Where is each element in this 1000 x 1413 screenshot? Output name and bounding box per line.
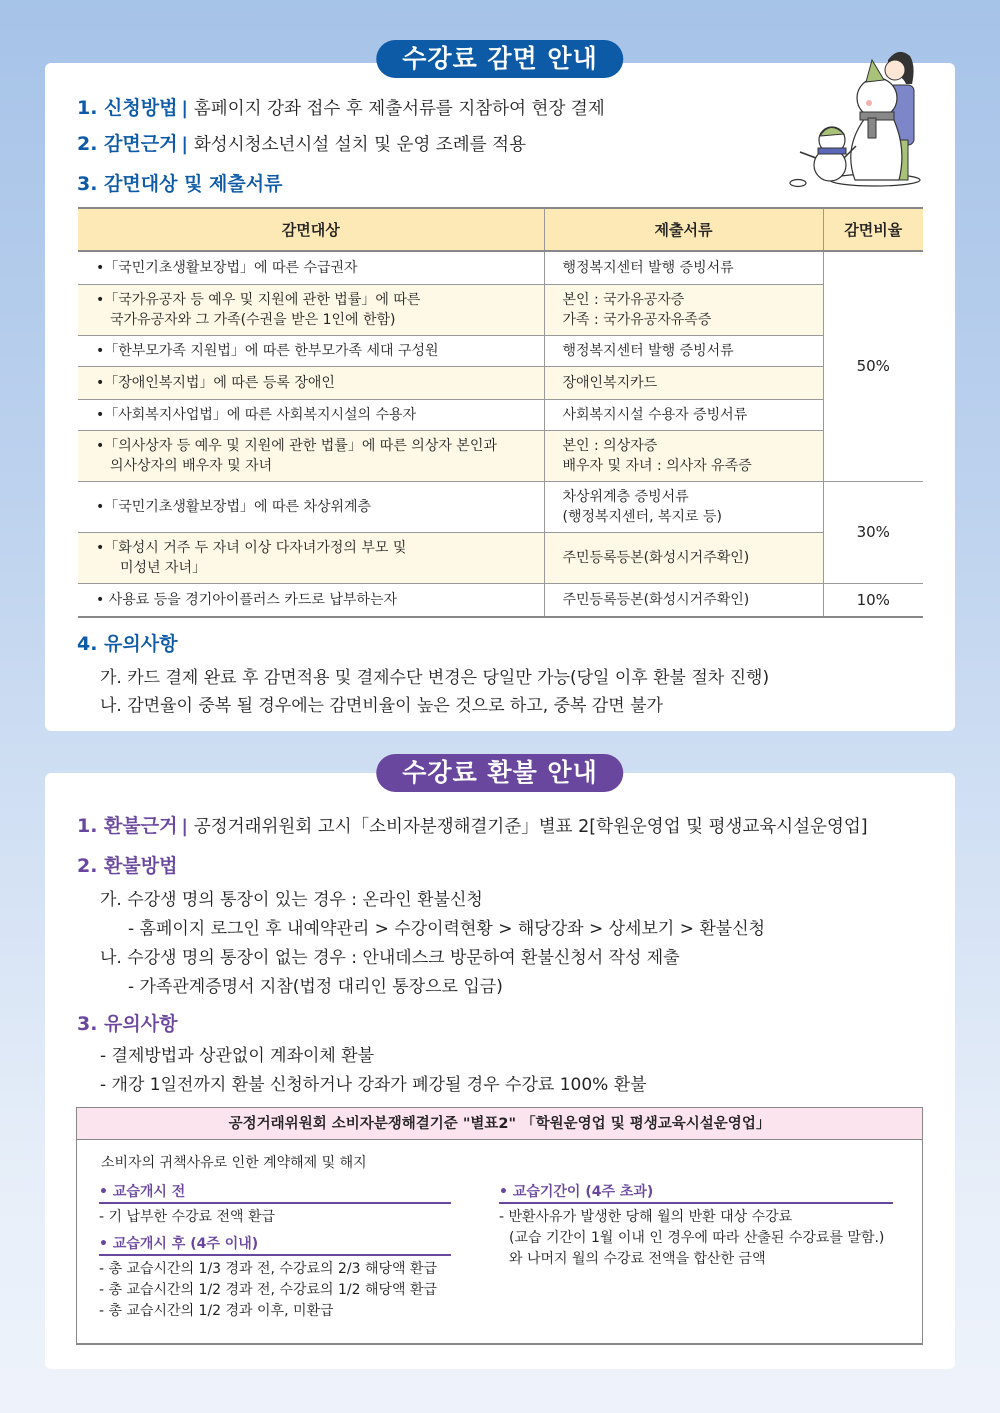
document-cell: 본인 : 국가유공자증 — [562, 291, 685, 308]
document-cell: 배우자 및 자녀 : 의사자 유족증 — [562, 457, 752, 474]
target-cell: •「한부모가족 지원법」에 따른 한부모가족 세대 구성원 — [96, 342, 439, 359]
reduction-basis-line — [77, 132, 526, 157]
reduction-note-item: 가. 카드 결제 완료 후 감면적용 및 결제수단 변경은 당일만 가능(당일 이후 환불 절차 진행) — [100, 668, 770, 688]
refund-method-item: 가. 수강생 명의 통장이 있는 경우 : 온라인 환불신청 — [100, 890, 483, 910]
target-cell: •「국가유공자 등 예우 및 지원에 관한 법률」에 따른 — [96, 291, 421, 308]
table-row — [78, 251, 923, 284]
refund-notes — [100, 1042, 647, 1100]
document-cell: 본인 : 의상자증 — [562, 437, 658, 454]
refund-note-item: - 결제방법과 상관없이 계좌이체 환불 — [100, 1046, 375, 1066]
before-start-title: • 교습개시 전 — [99, 1182, 451, 1204]
header-rate: 감면비율 — [823, 208, 923, 251]
table-row — [78, 399, 923, 430]
target-cell: •「국민기초생활보장법」에 따른 차상위계층 — [96, 498, 372, 515]
header-documents: 제출서류 — [544, 208, 823, 251]
over-4weeks-title: • 교습기간이 (4주 초과) — [499, 1182, 893, 1204]
header-target: 감면대상 — [78, 208, 544, 251]
refund-method-subitem: - 홈페이지 로그인 후 내예약관리 > 수강이력현황 > 해당강좌 > 상세보기 > 환불신청 — [128, 919, 766, 939]
refund-method-heading: 2. 환불방법 — [77, 855, 178, 877]
apply-method-text: 홈페이지 강좌 접수 후 제출서류를 지참하여 현장 결제 — [193, 99, 605, 119]
refund-box-subtitle: 소비자의 귀책사유로 인한 계약해제 및 해지 — [101, 1155, 367, 1171]
target-cell-cont: 미성년 자녀」 — [120, 559, 207, 576]
reduction-basis-text: 화성시청소년시설 설치 및 운영 조례를 적용 — [193, 135, 526, 155]
target-cell: •「사회복지사업법」에 따른 사회복지시설의 수용자 — [96, 406, 417, 423]
target-cell: •「장애인복지법」에 따른 등록 장애인 — [96, 374, 335, 391]
table-row — [78, 284, 923, 335]
document-cell: 주민등록등본(화성시거주확인) — [562, 591, 750, 608]
refund-box-header: 공정거래위원회 소비자분쟁해결기준 "별표2" 「학원운영업 및 평생교육시설운영업」 — [77, 1108, 922, 1140]
target-cell-cont: 국가유공자와 그 가족(수권을 받은 1인에 한함) — [110, 311, 396, 328]
reduction-title-badge: 수강료 감면 안내 — [376, 40, 623, 78]
over-4weeks-line: - 반환사유가 발생한 당해 월의 반환 대상 수강료 — [499, 1209, 793, 1225]
document-cell: 차상위계층 증빙서류 — [562, 488, 689, 505]
refund-method-subitem: - 가족관계증명서 지참(법정 대리인 통장으로 입금) — [128, 977, 503, 997]
after-start-title: • 교습개시 후 (4주 이내) — [99, 1234, 451, 1256]
divider: | — [181, 135, 188, 155]
document-cell: 가족 : 국가유공자유족증 — [562, 311, 712, 328]
document-cell: 장애인복지카드 — [562, 374, 658, 391]
document-cell: 행정복지센터 발행 증빙서류 — [562, 259, 734, 276]
document-cell: (행정복지센터, 복지로 등) — [562, 508, 723, 525]
snowman-illustration — [780, 40, 930, 190]
table-row — [78, 430, 923, 481]
reduction-targets-heading: 3. 감면대상 및 제출서류 — [77, 173, 283, 195]
table-row — [78, 481, 923, 532]
over-4weeks-line: 와 나머지 월의 수강료 전액을 합산한 금액 — [509, 1251, 766, 1267]
after-start-line: - 총 교습시간의 1/2 경과 전, 수강료의 1/2 해당액 환급 — [99, 1282, 438, 1298]
divider: | — [181, 817, 188, 837]
target-cell: •「화성시 거주 두 자녀 이상 다자녀가정의 부모 및 — [96, 539, 407, 556]
target-cell: •「의사상자 등 예우 및 지원에 관한 법률」에 따른 의상자 본인과 — [96, 437, 497, 454]
before-start-line: - 기 납부한 수강료 전액 환급 — [99, 1209, 276, 1225]
apply-method-label: 1. 신청방법 — [77, 97, 178, 119]
table-row — [78, 335, 923, 366]
rate-cell-30: 30% — [823, 481, 923, 583]
target-cell: •「국민기초생활보장법」에 따른 수급권자 — [96, 259, 358, 276]
table-row — [78, 366, 923, 399]
document-cell: 사회복지시설 수용자 증빙서류 — [562, 406, 748, 423]
document-cell: 행정복지센터 발행 증빙서류 — [562, 342, 734, 359]
after-start-line: - 총 교습시간의 1/2 경과 이후, 미환급 — [99, 1303, 334, 1319]
over-4weeks-line: (교습 기간이 1월 이내 인 경우에 따라 산출된 수강료를 말함.) — [509, 1230, 885, 1246]
reduction-note-item: 나. 감면율이 중복 될 경우에는 감면비율이 높은 것으로 하고, 중복 감면 불가 — [100, 696, 663, 716]
refund-title-badge: 수강료 환불 안내 — [376, 754, 623, 792]
divider: | — [181, 99, 188, 119]
reduction-notes-heading: 4. 유의사항 — [77, 633, 178, 655]
target-cell: • 사용료 등을 경기아이플러스 카드로 납부하는자 — [96, 591, 397, 608]
table-row — [78, 532, 923, 583]
table-row — [78, 583, 923, 617]
refund-notes-heading: 3. 유의사항 — [77, 1013, 178, 1035]
refund-basis-line — [77, 814, 868, 839]
reduction-notes — [100, 664, 769, 720]
reduction-table — [78, 207, 923, 618]
refund-basis-label: 1. 환불근거 — [77, 815, 178, 837]
reduction-basis-label: 2. 감면근거 — [77, 133, 178, 155]
rate-cell-10: 10% — [823, 583, 923, 617]
refund-standard-box — [76, 1107, 923, 1345]
refund-note-item: - 개강 1일전까지 환불 신청하거나 강좌가 폐강될 경우 수강료 100% 환불 — [100, 1075, 647, 1095]
target-cell-cont: 의사상자의 배우자 및 자녀 — [110, 457, 273, 474]
refund-col-left — [99, 1182, 451, 1322]
refund-method-item: 나. 수강생 명의 통장이 없는 경우 : 안내데스크 방문하여 환불신청서 작성 제출 — [100, 948, 680, 968]
after-start-line: - 총 교습시간의 1/3 경과 전, 수강료의 2/3 해당액 환급 — [99, 1261, 438, 1277]
apply-method-line — [77, 96, 605, 121]
refund-basis-text: 공정거래위원회 고시「소비자분쟁해결기준」별표 2[학원운영업 및 평생교육시설운영업] — [193, 817, 868, 837]
refund-method-list — [100, 886, 765, 1002]
refund-col-right — [499, 1182, 893, 1270]
rate-cell-50: 50% — [823, 251, 923, 481]
document-cell: 주민등록등본(화성시거주확인) — [562, 549, 750, 566]
